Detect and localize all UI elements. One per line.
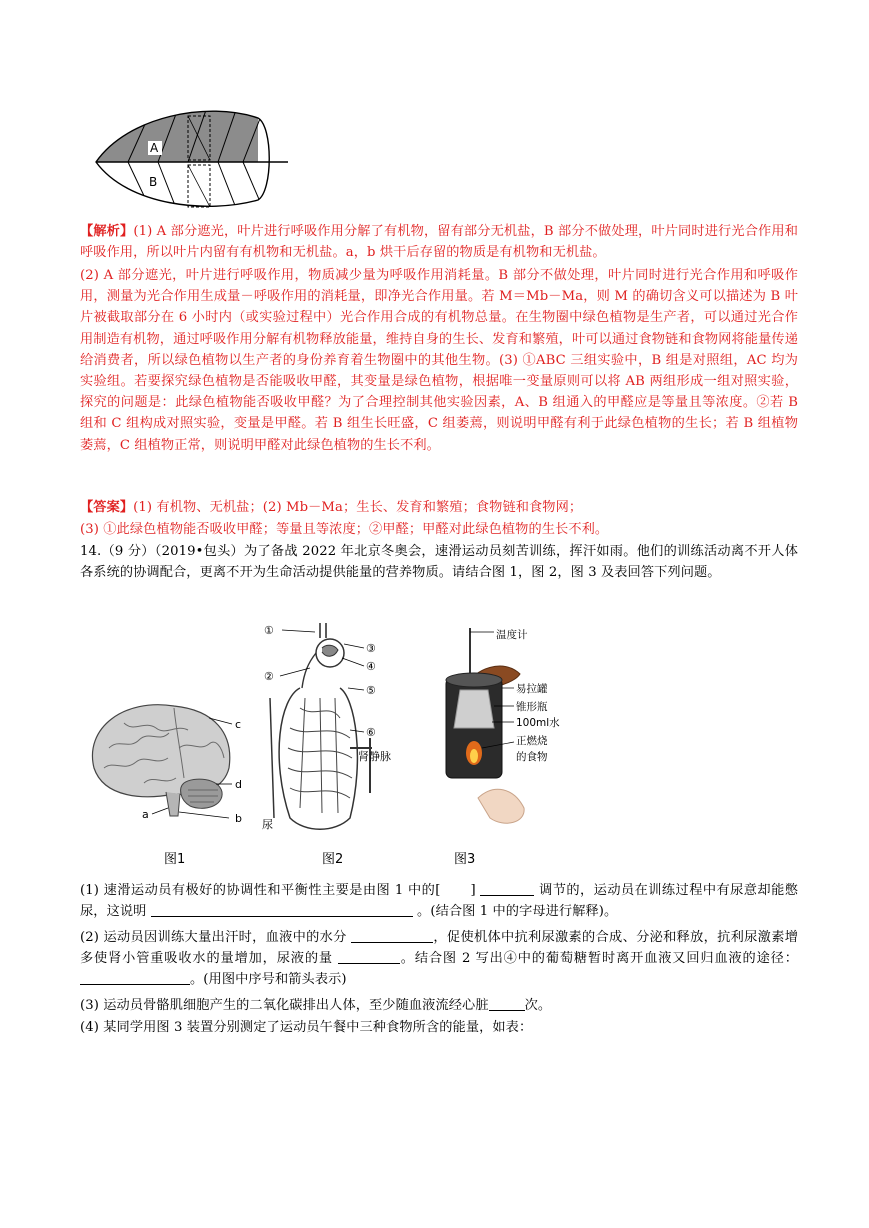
question-3 — [80, 995, 798, 1016]
fig1-label-a: a — [142, 808, 149, 821]
leaf-label-b: B — [149, 175, 158, 189]
fig3-label-food: 的食物 — [516, 751, 548, 763]
fig3-label-can: 易拉罐 — [516, 683, 548, 695]
answer-block — [80, 497, 798, 518]
fig2-label-3: ③ — [366, 642, 376, 655]
q1-text-d: 。(结合图 1 中的字母进行解释)。 — [417, 904, 618, 920]
fig3-label-thermometer: 温度计 — [496, 629, 528, 641]
fig3-caption: 图3 — [454, 852, 476, 867]
fig1-caption: 图1 — [164, 852, 186, 867]
nephron-figure — [260, 618, 420, 838]
q2-blank-2[interactable] — [338, 949, 400, 964]
q3-blank[interactable] — [489, 996, 525, 1011]
fig1-label-b: b — [235, 812, 242, 825]
analysis-part-2: (2) A 部分遮光，叶片进行呼吸作用，物质减少量为呼吸作用消耗量。B 部分不做处理，叶片同时进行光合作用和呼吸作用，测量为光合作用生成量－呼吸作用的消耗量，即净光合作用量。若 M＝Mb－Ma，则 M 的确切含义可以描述为 B 叶片被截取部分在 6 小时内（或实验过程中）光合作用合成的有机物总量。在生物圈中绿色植物是生产者，可以通过光合作用制造有机物，通过呼吸作用分解有机物释放能量，维持自身的生长、发育和繁殖，叶可以通过食物链和食物网将能量传递给消费者，所以绿色植物以生产者的身份养育着生物圈中的其他生物。(3) ①ABC 三组实验中，B 组是对照组，AC 均为实验组。若要探究绿色植物是否能吸收甲醛，其变量是绿色植物，根据唯一变量原则可以将 AB 两组形成一组对照实验，探究的问题是：此绿色植物能否吸收甲醛？为了合理控制其他实验因素，A、B 组通入的甲醛应是等量且等浓度。②若 B 组和 C 组构成对照实验，变量是甲醛。若 B 组生长旺盛，C 组萎蔫，则说明甲醛有利于此绿色植物的生长；若 B 组植物萎蔫，C 组植物正常，则说明甲醛对此绿色植物的生长不利。 — [80, 268, 798, 453]
answer-line-2: (3) ①此绿色植物能否吸收甲醛；等量且等浓度；②甲醛；甲醛对此绿色植物的生长不利。 — [80, 522, 609, 537]
q2-text-d: 。(用图中序号和箭头表示) — [190, 972, 347, 988]
q1-text-a: (1) 速滑运动员有极好的协调性和平衡性主要是由图 1 中的[ — [80, 883, 441, 898]
fig2-label-2: ② — [264, 670, 274, 683]
fig2-label-renal-vein: 肾静脉 — [358, 750, 391, 763]
analysis-block-2 — [80, 265, 798, 456]
fig1-label-d: d — [235, 778, 242, 791]
brain-figure — [84, 688, 254, 828]
fig2-label-6: ⑥ — [366, 726, 376, 739]
fig1-label-c: c — [235, 718, 242, 731]
q3-text-a: (3) 运动员骨骼肌细胞产生的二氧化碳排出人体，至少随血液流经心脏 — [80, 998, 489, 1013]
answer-block-2 — [80, 519, 798, 540]
fig3-label-burning: 正燃烧 — [516, 735, 548, 747]
fig2-label-4: ④ — [366, 660, 376, 673]
q2-blank-1[interactable] — [351, 928, 433, 943]
q1-blank-1[interactable] — [480, 881, 534, 896]
analysis-tag: 【解析】 — [80, 224, 134, 239]
q2-text-a: (2) 运动员因训练大量出汗时，血液中的水分 — [80, 930, 347, 945]
q2-text-c: 。结合图 2 写出④中的葡萄糖暂时离开血液又回归血液的途径： — [400, 951, 798, 967]
leaf-label-a: A — [150, 141, 159, 155]
fig3-label-water: 100ml水 — [516, 717, 560, 729]
q1-blank-2[interactable] — [151, 902, 413, 917]
q3-text-b: 次。 — [524, 998, 552, 1013]
q2-text-b: ，促使机体中抗利尿激素的合成、分泌和释放，抗利尿激素增多使肾小管重吸收水的量增加，尿液的量 — [80, 930, 798, 967]
q1-text-c: 调节的，运动员在训练过程中有尿意却能憋尿，这说明 — [80, 883, 799, 920]
leaf-diagram — [88, 96, 298, 216]
question-stem: 14.（9 分）（2019•包头）为了备战 2022 年北京冬奥会，速滑运动员刻苦训练，挥汗如雨。他们的训练活动离不开人体各系统的协调配合，更离不开为生命活动提供能量的营养物质。请结合图 1，图 2，图 3 及表回答下列问题。 — [80, 544, 798, 581]
answer-line-1: (1) 有机物、无机盐；(2) Mb－Ma；生长、发育和繁殖；食物链和食物网； — [133, 500, 583, 515]
q1-text-b: ] — [470, 883, 476, 898]
question-2 — [80, 927, 798, 991]
analysis-part-1: (1) A 部分遮光，叶片进行呼吸作用分解了有机物，留有部分无机盐，B 部分不做处理，叶片同时进行光合作用和呼吸作用，所以叶片内留有有机物和无机盐。a，b 烘干后存留的物质是有机物和无机盐。 — [80, 224, 798, 261]
question-1 — [80, 880, 798, 922]
figures-row — [84, 618, 644, 868]
q2-blank-3[interactable] — [80, 970, 190, 985]
analysis-block — [80, 221, 798, 263]
fig3-label-flask: 锥形瓶 — [516, 701, 548, 713]
fig2-caption: 图2 — [322, 852, 344, 867]
fig2-label-urine: 尿 — [262, 818, 273, 831]
question-4: (4) 某同学用图 3 装置分别测定了运动员午餐中三种食物所含的能量，如表： — [80, 1020, 533, 1035]
fig2-label-5: ⑤ — [366, 684, 376, 697]
calorimeter-figure — [434, 618, 634, 843]
fig2-label-1: ① — [264, 624, 274, 637]
answer-tag: 【答案】 — [80, 500, 134, 515]
